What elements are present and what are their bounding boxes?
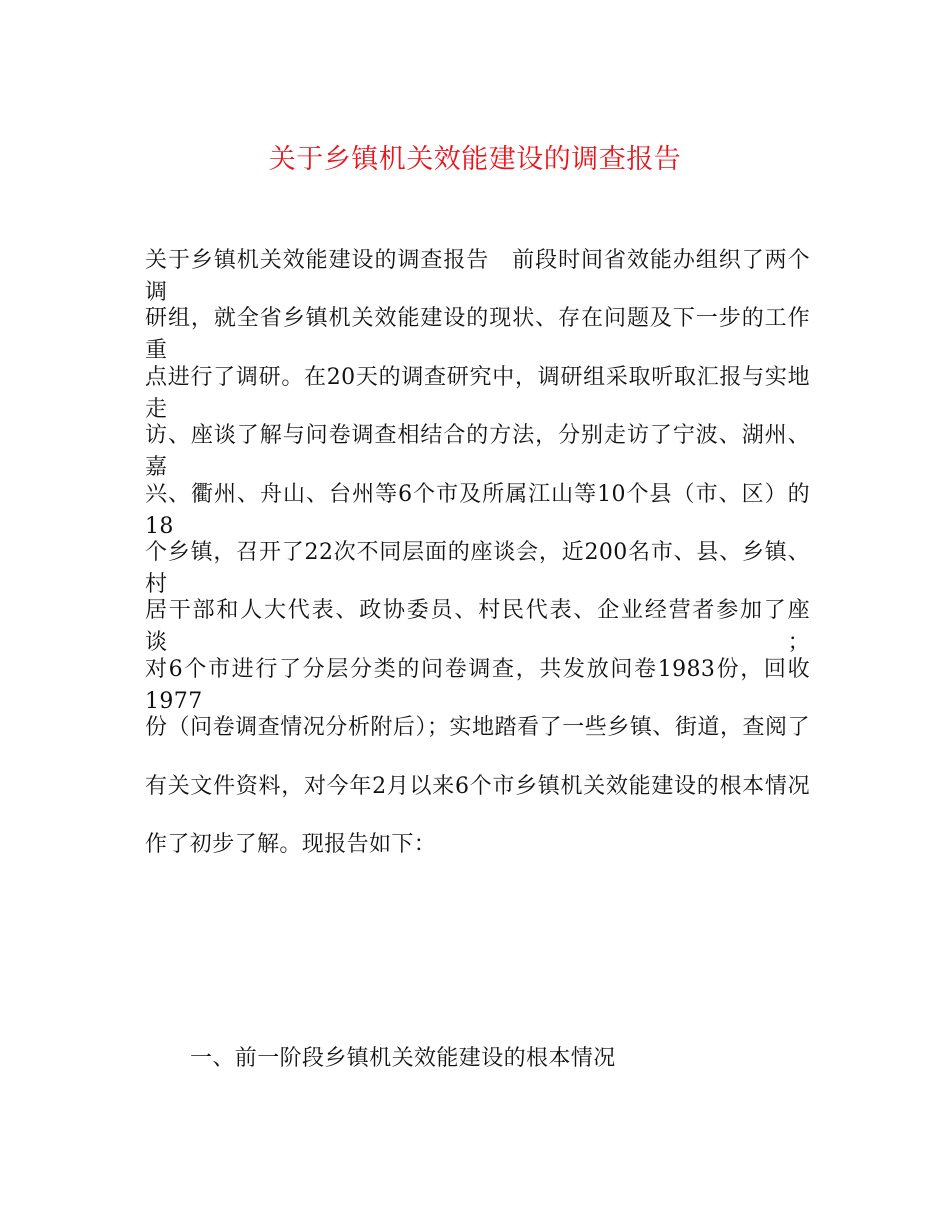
paragraph-line: 有关文件资料，对今年2月以来6个市乡镇机关效能建设的根本情况 xyxy=(145,773,810,799)
section-heading: 一、前一阶段乡镇机关效能建设的根本情况 xyxy=(190,1046,616,1071)
paragraph-line: 份（问卷调查情况分析附后）；实地踏看了一些乡镇、街道，查阅了 xyxy=(145,715,810,741)
paragraph-line: 对6个市进行了分层分类的问卷调查，共发放问卷1983份，回收1977 xyxy=(145,656,810,714)
paragraph-line: 关于乡镇机关效能建设的调查报告 前段时间省效能办组织了两个调 xyxy=(145,248,810,305)
paragraph-line: 研组，就全省乡镇机关效能建设的现状、存在问题及下一步的工作重 xyxy=(145,306,810,364)
paragraph-line: 居干部和人大代表、政协委员、村民代表、企业经营者参加了座谈； xyxy=(145,598,810,656)
paragraph-line: 兴、衢州、舟山、台州等6个市及所属江山等10个县（市、区）的18 xyxy=(145,481,810,539)
body-paragraph xyxy=(145,245,810,887)
document-title: 关于乡镇机关效能建设的调查报告 xyxy=(268,144,682,175)
paragraph-line: 访、座谈了解与问卷调查相结合的方法，分别走访了宁波、湖州、嘉 xyxy=(145,423,810,481)
paragraph-line-last: 作了初步了解。现报告如下： xyxy=(145,831,437,857)
paragraph-line: 点进行了调研。在20天的调查研究中，调研组采取听取汇报与实地走 xyxy=(145,364,810,422)
paragraph-line: 个乡镇，召开了22次不同层面的座谈会，近200名市、县、乡镇、村 xyxy=(145,539,810,597)
